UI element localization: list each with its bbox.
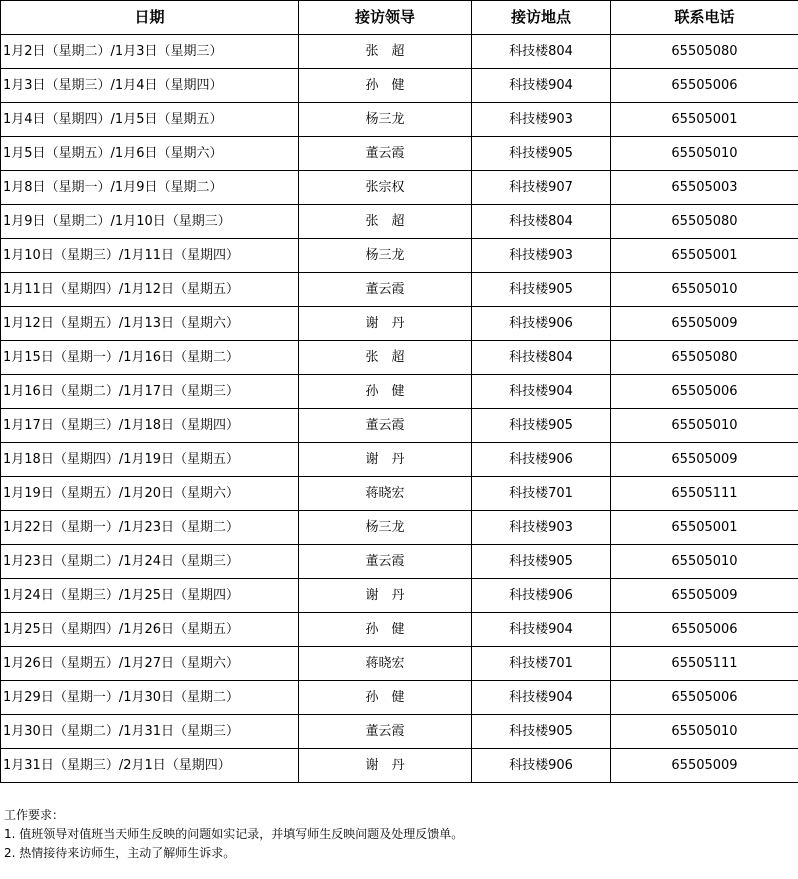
cell-date: 1月4日（星期四）/1月5日（星期五） [1, 103, 299, 137]
cell-leader: 谢 丹 [299, 307, 472, 341]
cell-leader: 蒋晓宏 [299, 477, 472, 511]
table-row [1, 511, 798, 545]
cell-leader: 谢 丹 [299, 749, 472, 783]
table-row [1, 307, 798, 341]
cell-date: 1月9日（星期二）/1月10日（星期三） [1, 205, 299, 239]
cell-leader: 孙 健 [299, 681, 472, 715]
cell-leader: 杨三龙 [299, 511, 472, 545]
cell-leader: 谢 丹 [299, 443, 472, 477]
table-row [1, 375, 798, 409]
cell-leader: 张 超 [299, 205, 472, 239]
table-row [1, 681, 798, 715]
cell-place: 科技楼903 [472, 511, 611, 545]
cell-phone: 65505009 [611, 307, 798, 341]
cell-phone: 65505111 [611, 477, 798, 511]
cell-leader: 杨三龙 [299, 239, 472, 273]
cell-date: 1月24日（星期三）/1月25日（星期四） [1, 579, 299, 613]
table-row [1, 715, 798, 749]
header-date: 日期 [1, 1, 299, 35]
cell-place: 科技楼905 [472, 409, 611, 443]
cell-place: 科技楼905 [472, 273, 611, 307]
cell-place: 科技楼804 [472, 205, 611, 239]
cell-leader: 谢 丹 [299, 579, 472, 613]
cell-phone: 65505006 [611, 375, 798, 409]
table-row [1, 69, 798, 103]
cell-place: 科技楼907 [472, 171, 611, 205]
cell-place: 科技楼701 [472, 477, 611, 511]
cell-leader: 张宗权 [299, 171, 472, 205]
cell-phone: 65505010 [611, 715, 798, 749]
cell-place: 科技楼906 [472, 307, 611, 341]
table-row [1, 171, 798, 205]
cell-place: 科技楼903 [472, 239, 611, 273]
cell-leader: 杨三龙 [299, 103, 472, 137]
cell-date: 1月5日（星期五）/1月6日（星期六） [1, 137, 299, 171]
cell-place: 科技楼804 [472, 35, 611, 69]
cell-date: 1月23日（星期二）/1月24日（星期三） [1, 545, 299, 579]
cell-phone: 65505006 [611, 681, 798, 715]
cell-phone: 65505009 [611, 579, 798, 613]
cell-place: 科技楼804 [472, 341, 611, 375]
notes-item-1: 1. 值班领导对值班当天师生反映的问题如实记录，并填写师生反映问题及处理反馈单。 [4, 827, 464, 841]
cell-date: 1月2日（星期二）/1月3日（星期三） [1, 35, 299, 69]
table-row [1, 273, 798, 307]
cell-place: 科技楼906 [472, 443, 611, 477]
cell-date: 1月18日（星期四）/1月19日（星期五） [1, 443, 299, 477]
cell-place: 科技楼905 [472, 545, 611, 579]
table-row [1, 137, 798, 171]
cell-phone: 65505080 [611, 341, 798, 375]
cell-phone: 65505006 [611, 613, 798, 647]
cell-place: 科技楼905 [472, 715, 611, 749]
cell-date: 1月26日（星期五）/1月27日（星期六） [1, 647, 299, 681]
cell-phone: 65505001 [611, 511, 798, 545]
cell-leader: 董云霞 [299, 545, 472, 579]
cell-phone: 65505010 [611, 409, 798, 443]
cell-date: 1月30日（星期二）/1月31日（星期三） [1, 715, 299, 749]
cell-phone: 65505111 [611, 647, 798, 681]
cell-date: 1月15日（星期一）/1月16日（星期二） [1, 341, 299, 375]
cell-leader: 张 超 [299, 341, 472, 375]
notes-heading: 工作要求： [4, 808, 65, 822]
table-row [1, 103, 798, 137]
cell-place: 科技楼904 [472, 681, 611, 715]
table-row [1, 613, 798, 647]
cell-phone: 65505010 [611, 273, 798, 307]
table-row [1, 239, 798, 273]
table-row [1, 477, 798, 511]
cell-phone: 65505009 [611, 749, 798, 783]
work-requirements [4, 806, 463, 863]
cell-date: 1月17日（星期三）/1月18日（星期四） [1, 409, 299, 443]
cell-date: 1月29日（星期一）/1月30日（星期二） [1, 681, 299, 715]
cell-phone: 65505010 [611, 545, 798, 579]
header-phone: 联系电话 [611, 1, 798, 35]
cell-date: 1月12日（星期五）/1月13日（星期六） [1, 307, 299, 341]
header-leader: 接访领导 [299, 1, 472, 35]
cell-phone: 65505009 [611, 443, 798, 477]
cell-phone: 65505006 [611, 69, 798, 103]
cell-date: 1月25日（星期四）/1月26日（星期五） [1, 613, 299, 647]
cell-date: 1月22日（星期一）/1月23日（星期二） [1, 511, 299, 545]
cell-leader: 董云霞 [299, 137, 472, 171]
cell-place: 科技楼905 [472, 137, 611, 171]
notes-item-2: 2. 热情接待来访师生，主动了解师生诉求。 [4, 846, 236, 860]
cell-leader: 孙 健 [299, 69, 472, 103]
table-row [1, 35, 798, 69]
cell-date: 1月3日（星期三）/1月4日（星期四） [1, 69, 299, 103]
cell-date: 1月11日（星期四）/1月12日（星期五） [1, 273, 299, 307]
cell-date: 1月19日（星期五）/1月20日（星期六） [1, 477, 299, 511]
table-row [1, 647, 798, 681]
cell-phone: 65505010 [611, 137, 798, 171]
table-body [1, 35, 798, 783]
cell-place: 科技楼906 [472, 749, 611, 783]
cell-leader: 孙 健 [299, 613, 472, 647]
table-row [1, 443, 798, 477]
cell-date: 1月8日（星期一）/1月9日（星期二） [1, 171, 299, 205]
cell-phone: 65505003 [611, 171, 798, 205]
cell-leader: 孙 健 [299, 375, 472, 409]
cell-date: 1月31日（星期三）/2月1日（星期四） [1, 749, 299, 783]
table-row [1, 545, 798, 579]
cell-leader: 张 超 [299, 35, 472, 69]
cell-leader: 董云霞 [299, 273, 472, 307]
cell-phone: 65505080 [611, 205, 798, 239]
header-place: 接访地点 [472, 1, 611, 35]
table-row [1, 749, 798, 783]
cell-place: 科技楼701 [472, 647, 611, 681]
cell-phone: 65505001 [611, 239, 798, 273]
cell-place: 科技楼906 [472, 579, 611, 613]
table-row [1, 341, 798, 375]
table-header-row [1, 1, 798, 35]
table-row [1, 409, 798, 443]
cell-leader: 蒋晓宏 [299, 647, 472, 681]
cell-phone: 65505080 [611, 35, 798, 69]
cell-date: 1月10日（星期三）/1月11日（星期四） [1, 239, 299, 273]
table-row [1, 205, 798, 239]
cell-date: 1月16日（星期二）/1月17日（星期三） [1, 375, 299, 409]
cell-place: 科技楼904 [472, 69, 611, 103]
cell-place: 科技楼903 [472, 103, 611, 137]
cell-place: 科技楼904 [472, 613, 611, 647]
cell-phone: 65505001 [611, 103, 798, 137]
cell-leader: 董云霞 [299, 715, 472, 749]
table-row [1, 579, 798, 613]
cell-place: 科技楼904 [472, 375, 611, 409]
cell-leader: 董云霞 [299, 409, 472, 443]
